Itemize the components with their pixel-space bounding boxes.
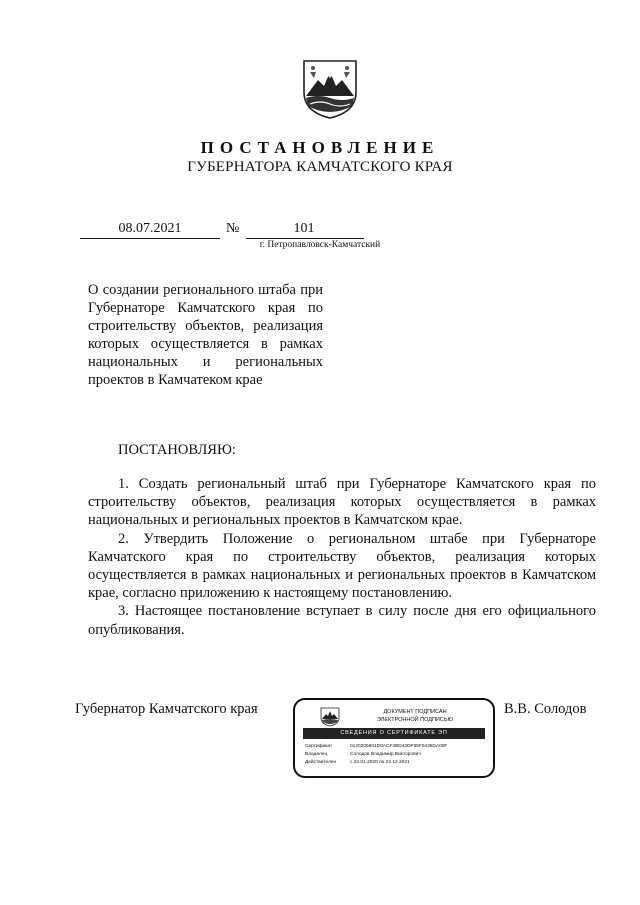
stamp-row-value: 0120205601D0ACF4BD42DF85F0435DA00F: [350, 744, 448, 749]
number-underline: [246, 238, 364, 239]
coat-of-arms-emblem: [300, 58, 360, 120]
stamp-row-label: Действителен: [305, 760, 337, 765]
document-subtitle: ГУБЕРНАТОРА КАМЧАТСКОГО КРАЯ: [187, 159, 453, 175]
stamp-row-value: с 22.01.2020 по 22.12.2021: [350, 760, 410, 765]
signatory-position: Губернатор Камчатского края: [75, 701, 258, 717]
stamp-line-2: ЭЛЕКТРОННОЙ ПОДПИСЬЮ: [376, 717, 454, 723]
stamp-certificate-row: [305, 744, 447, 749]
decree-word: ПОСТАНОВЛЯЮ:: [118, 442, 236, 458]
document-body: [88, 475, 596, 639]
stamp-validity-row: [305, 760, 410, 765]
number-sign: №: [226, 221, 240, 236]
document-subject: О создании регионального штаба при Губернаторе Камчатского края по строительству объектов, реализация которых осуществляется в рамках национальных и региональных проектов в Камчатеком крае: [88, 282, 323, 388]
document-title: ПОСТАНОВЛЕНИЕ: [200, 138, 440, 157]
signatory-name: В.В. Солодов: [504, 701, 587, 717]
electronic-signature-stamp: [293, 698, 495, 778]
stamp-row-label: Владелец: [305, 752, 328, 757]
paragraph-1: 1. Создать региональный штаб при Губернаторе Камчатского края по строительству объектов, реализация которых осуществляется в рамках национальных и региональных проектов в Камчатском крае.: [88, 476, 596, 529]
stamp-certificate-header: СВЕДЕНИЯ О СЕРТИФИКАТЕ ЭП: [303, 728, 485, 739]
document-number: 101: [293, 221, 315, 236]
date-underline: [80, 238, 220, 239]
stamp-row-value: Солодов Владимир Викторович: [350, 752, 421, 757]
stamp-row-label: Сертификат: [305, 744, 333, 749]
document-city: г. Петропавловск-Камчатский: [259, 240, 381, 250]
document-date: 08.07.2021: [118, 221, 182, 236]
paragraph-3: 3. Настоящее постановление вступает в силу после дня его официального опубликования.: [88, 603, 596, 638]
stamp-line-1: ДОКУМЕНТ ПОДПИСАН: [383, 709, 447, 715]
paragraph-2: 2. Утвердить Положение о региональном штабе при Губернаторе Камчатского края по строительству объектов, реализация которых осуществляется в рамках национальных и региональных проектов в Камчатском крае, согласно приложению к настоящему постановлению.: [88, 530, 596, 602]
stamp-owner-row: [305, 752, 421, 757]
